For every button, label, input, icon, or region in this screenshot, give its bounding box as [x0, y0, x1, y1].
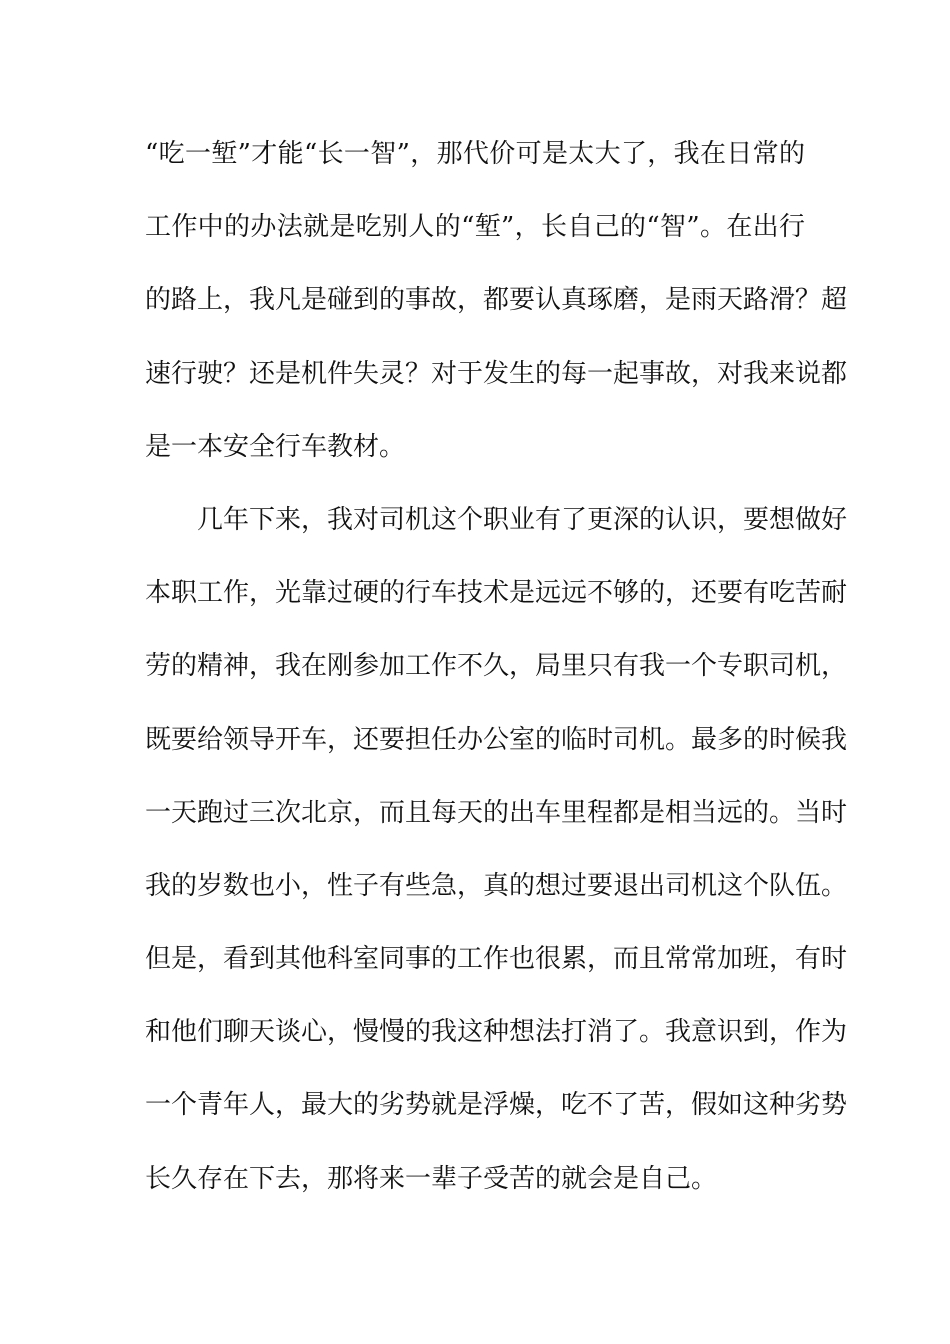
text-line: 和他们聊天谈心，慢慢的我这种想法打消了。我意识到，作为 [145, 1017, 848, 1048]
text-line: 的路上，我凡是碰到的事故，都要认真琢磨，是雨天路滑？超 [145, 285, 848, 316]
text-line: 但是，看到其他科室同事的工作也很累，而且常常加班，有时 [145, 944, 848, 975]
text-line: 一个青年人，最大的劣势就是浮燥，吃不了苦，假如这种劣势 [145, 1090, 848, 1121]
text-line: 速行驶？还是机件失灵？对于发生的每一起事故，对我来说都 [145, 358, 848, 389]
text-line: 我的岁数也小，性子有些急，真的想过要退出司机这个队伍。 [145, 870, 848, 901]
text-line: 几年下来，我对司机这个职业有了更深的认识，要想做好 [197, 504, 848, 535]
text-line: 劳的精神，我在刚参加工作不久，局里只有我一个专职司机， [145, 651, 848, 682]
text-line: 是一本安全行车教材。 [145, 431, 406, 462]
text-line: “吃一堑”才能“长一智”，那代价可是太大了，我在日常的 [145, 139, 805, 169]
text-line: 一天跑过三次北京，而且每天的出车里程都是相当远的。当时 [145, 797, 848, 828]
text-line: 长久存在下去，那将来一辈子受苦的就会是自己。 [145, 1163, 718, 1194]
text-line: 本职工作，光靠过硬的行车技术是远远不够的，还要有吃苦耐 [145, 578, 848, 609]
text-line: 工作中的办法就是吃别人的“堑”，长自己的“智”。在出行 [145, 212, 805, 243]
document-body [145, 128, 848, 1226]
text-line: 既要给领导开车，还要担任办公室的临时司机。最多的时候我 [145, 724, 848, 755]
